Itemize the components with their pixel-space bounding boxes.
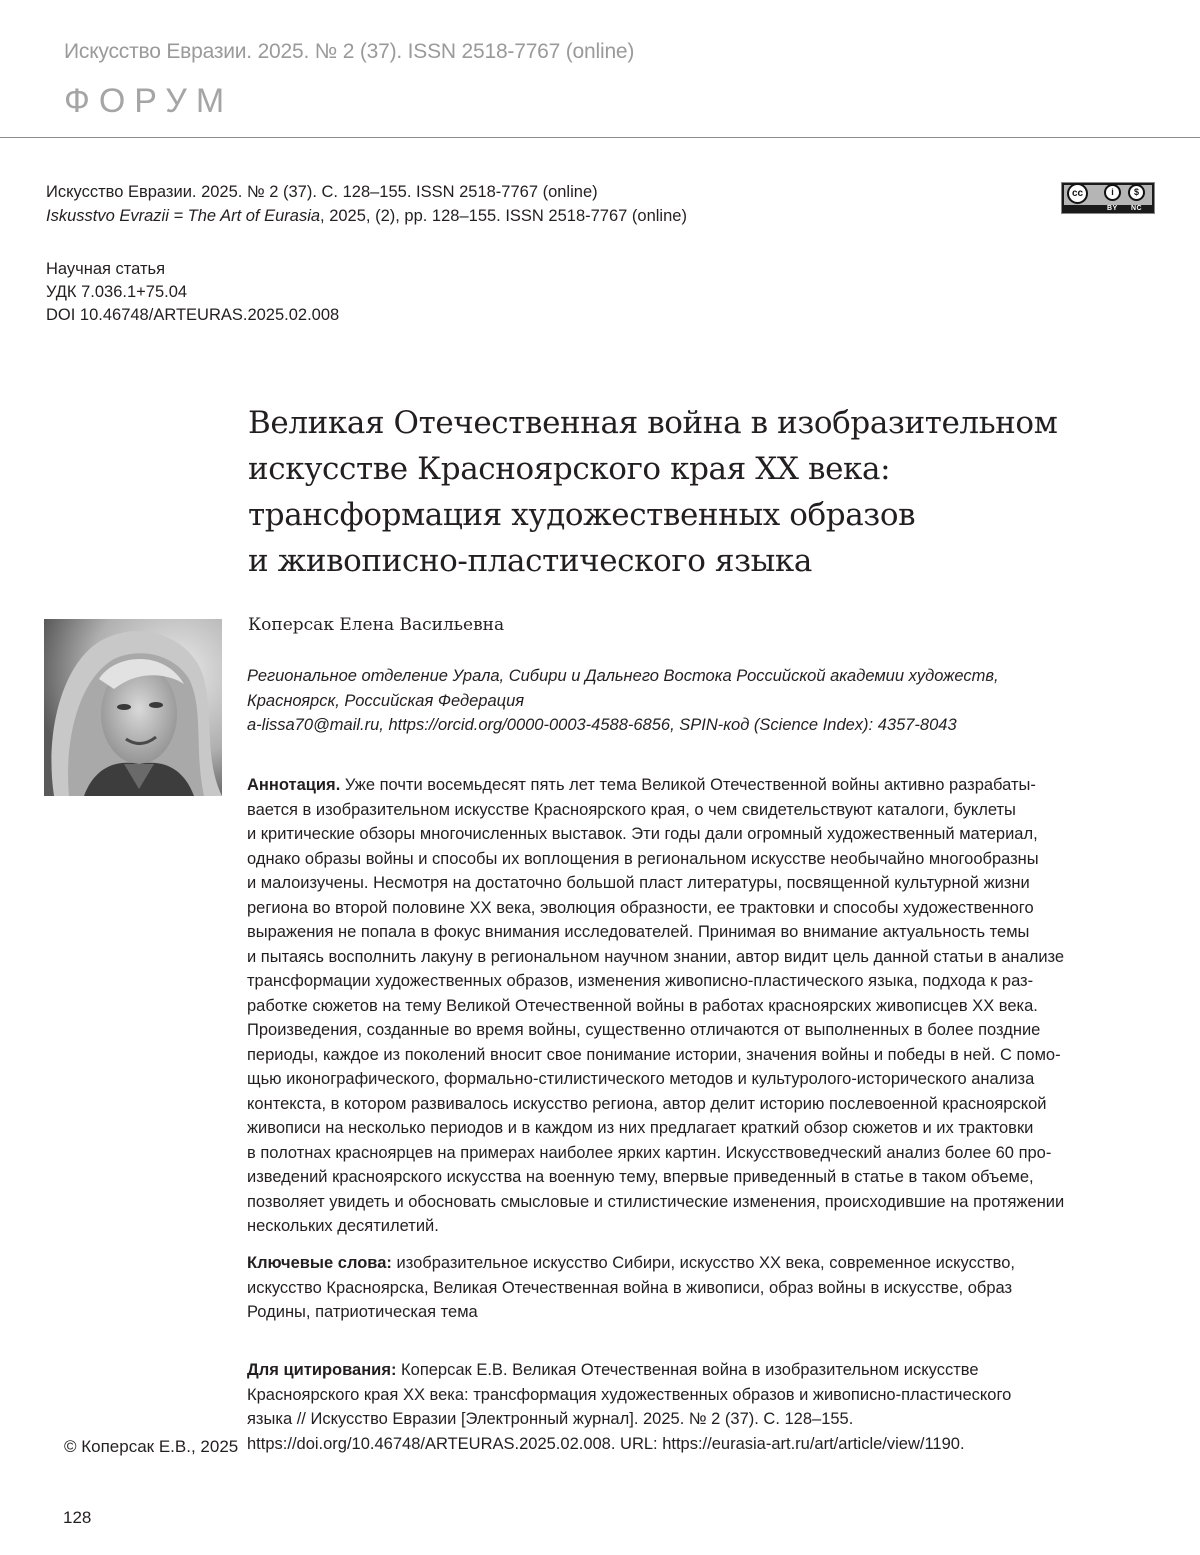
journal-citation-block <box>46 180 687 228</box>
keywords-line: Родины, патриотическая тема <box>247 1303 478 1321</box>
citation-label: Для цитирования: <box>247 1361 397 1379</box>
keywords-label: Ключевые слова: <box>247 1254 392 1272</box>
cc-icon: cc <box>1067 183 1088 204</box>
abstract-line: вается в изобразительном искусстве Красноярского края, о чем свидетельствуют каталоги, буклеты <box>247 800 1016 819</box>
citation-links[interactable]: https://doi.org/10.46748/ARTEURAS.2025.02.008. URL: https://eurasia-art.ru/art/article/view/1190. <box>247 1434 965 1453</box>
journal-citation-ru: Искусство Евразии. 2025. № 2 (37). С. 128–155. ISSN 2518-7767 (online) <box>46 183 598 201</box>
citation-line: языка // Искусство Евразии [Электронный журнал]. 2025. № 2 (37). С. 128–155. <box>247 1410 854 1428</box>
nc-icon: $ <box>1128 184 1145 201</box>
title-line: трансформация художественных образов <box>248 497 916 533</box>
article-title <box>248 400 1148 584</box>
title-line: Великая Отечественная война в изобразительном <box>248 405 1058 441</box>
affiliation-line: Красноярск, Российская Федерация <box>247 691 525 710</box>
journal-citation-en <box>46 204 687 228</box>
citation-line: Для цитирования: Коперсак Е.В. Великая Отечественная война в изобразительном искусстве <box>247 1361 979 1379</box>
author-affiliation <box>247 664 999 738</box>
article-meta <box>46 258 339 327</box>
author-name: Коперсак Елена Васильевна <box>248 615 505 635</box>
abstract-line: Аннотация. Уже почти восемьдесят пять лет тема Великой Отечественной войны активно разрабаты- <box>247 776 1036 794</box>
copyright: © Коперсак Е.В., 2025 <box>64 1437 239 1456</box>
journal-citation-en-rest: , 2025, (2), pp. 128–155. ISSN 2518-7767 (online) <box>320 207 687 225</box>
how-to-cite <box>247 1358 1137 1456</box>
keywords-line: Ключевые слова: изобразительное искусство Сибири, искусство XX века, современное искусство, <box>247 1254 1015 1272</box>
abstract-line: и пытаясь восполнить лакуну в региональном научном знании, автор видит цель данной статьи в анализе <box>247 947 1065 966</box>
abstract-line: Произведения, созданные во время войны, существенно отличаются от выполненных в более поздние <box>247 1021 1041 1039</box>
abstract-line: периоды, каждое из поколений вносит свое понимание истории, значения войны и победы в ней. С помо- <box>247 1045 1061 1064</box>
abstract-line: работке сюжетов на тему Великой Отечественной войны в работах красноярских живописцев XX века. <box>247 996 1038 1015</box>
abstract-line: изведений красноярского искусства на военную тему, впервые приведенный в статье в таком объеме, <box>247 1168 1034 1186</box>
title-line: искусстве Красноярского края XX века: <box>248 451 891 487</box>
cc-license-badge[interactable] <box>1061 182 1155 214</box>
abstract-line: контекста, в котором развивалось искусство региона, автор делит историю послевоенной красноярской <box>247 1094 1047 1113</box>
header-divider <box>0 137 1200 138</box>
title-line: и живописно-пластического языка <box>248 543 812 579</box>
abstract <box>247 773 1137 1239</box>
by-label: BY <box>1107 205 1118 212</box>
nc-label: NC <box>1131 205 1143 212</box>
journal-title-en: Iskusstvo Evrazii = The Art of Eurasia <box>46 207 321 225</box>
author-photo <box>44 619 222 796</box>
abstract-line: позволяет увидеть и обосновать смысловые и стилистические изменения, происходившие на протяжении <box>247 1192 1065 1211</box>
author-contacts[interactable]: a-lissa70@mail.ru, https://orcid.org/0000-0003-4588-6856, SPIN-код (Science Index): 4357-8043 <box>247 716 957 734</box>
by-icon: i <box>1104 184 1121 201</box>
abstract-line: и малоизучены. Несмотря на достаточно большой пласт литературы, посвященной культурной жизни <box>247 874 1030 892</box>
abstract-line: выражения не попала в фокус внимания исследователей. Принимая во внимание актуальность темы <box>247 923 1030 941</box>
udk-code: УДК 7.036.1+75.04 <box>46 283 188 301</box>
doi[interactable]: DOI 10.46748/ARTEURAS.2025.02.008 <box>46 306 340 324</box>
abstract-line: щью иконографического, формально-стилистического методов и культуролого-исторического анализа <box>247 1070 1035 1088</box>
page-number: 128 <box>63 1508 92 1527</box>
abstract-line: нескольких десятилетий. <box>247 1217 439 1235</box>
abstract-label: Аннотация. <box>247 776 341 794</box>
abstract-line: в полотнах красноярцев на примерах наиболее ярких картин. Искусствоведческий анализ более 60 про- <box>247 1143 1052 1162</box>
keywords-line: искусство Красноярска, Великая Отечественная война в живописи, образ войны в искусстве, образ <box>247 1278 1013 1297</box>
affiliation-line: Региональное отделение Урала, Сибири и Дальнего Востока Российской академии художеств, <box>247 667 999 685</box>
article-type: Научная статья <box>46 260 166 278</box>
section-label: ФОРУМ <box>64 82 234 120</box>
running-head: Искусство Евразии. 2025. № 2 (37). ISSN 2518-7767 (online) <box>64 40 635 63</box>
abstract-line: живописи на несколько периодов и в каждом из них предлагает краткий обзор сюжетов и их трактовки <box>247 1119 1034 1137</box>
abstract-line: региона во второй половине XX века, эволюция образности, ее трактовки и способы художественного <box>247 898 1034 917</box>
abstract-line: и критические обзоры многочисленных выставок. Эти годы дали огромный художественный материал, <box>247 825 1038 843</box>
citation-line: Красноярского края XX века: трансформация художественных образов и живописно-пластического <box>247 1385 1012 1404</box>
abstract-line: трансформации художественных образов, изменения живописно-пластического языка, подхода к раз- <box>247 972 1034 990</box>
abstract-line: однако образы войны и способы их воплощения в региональном искусстве необычайно многообразны <box>247 849 1039 868</box>
keywords <box>247 1251 1137 1325</box>
